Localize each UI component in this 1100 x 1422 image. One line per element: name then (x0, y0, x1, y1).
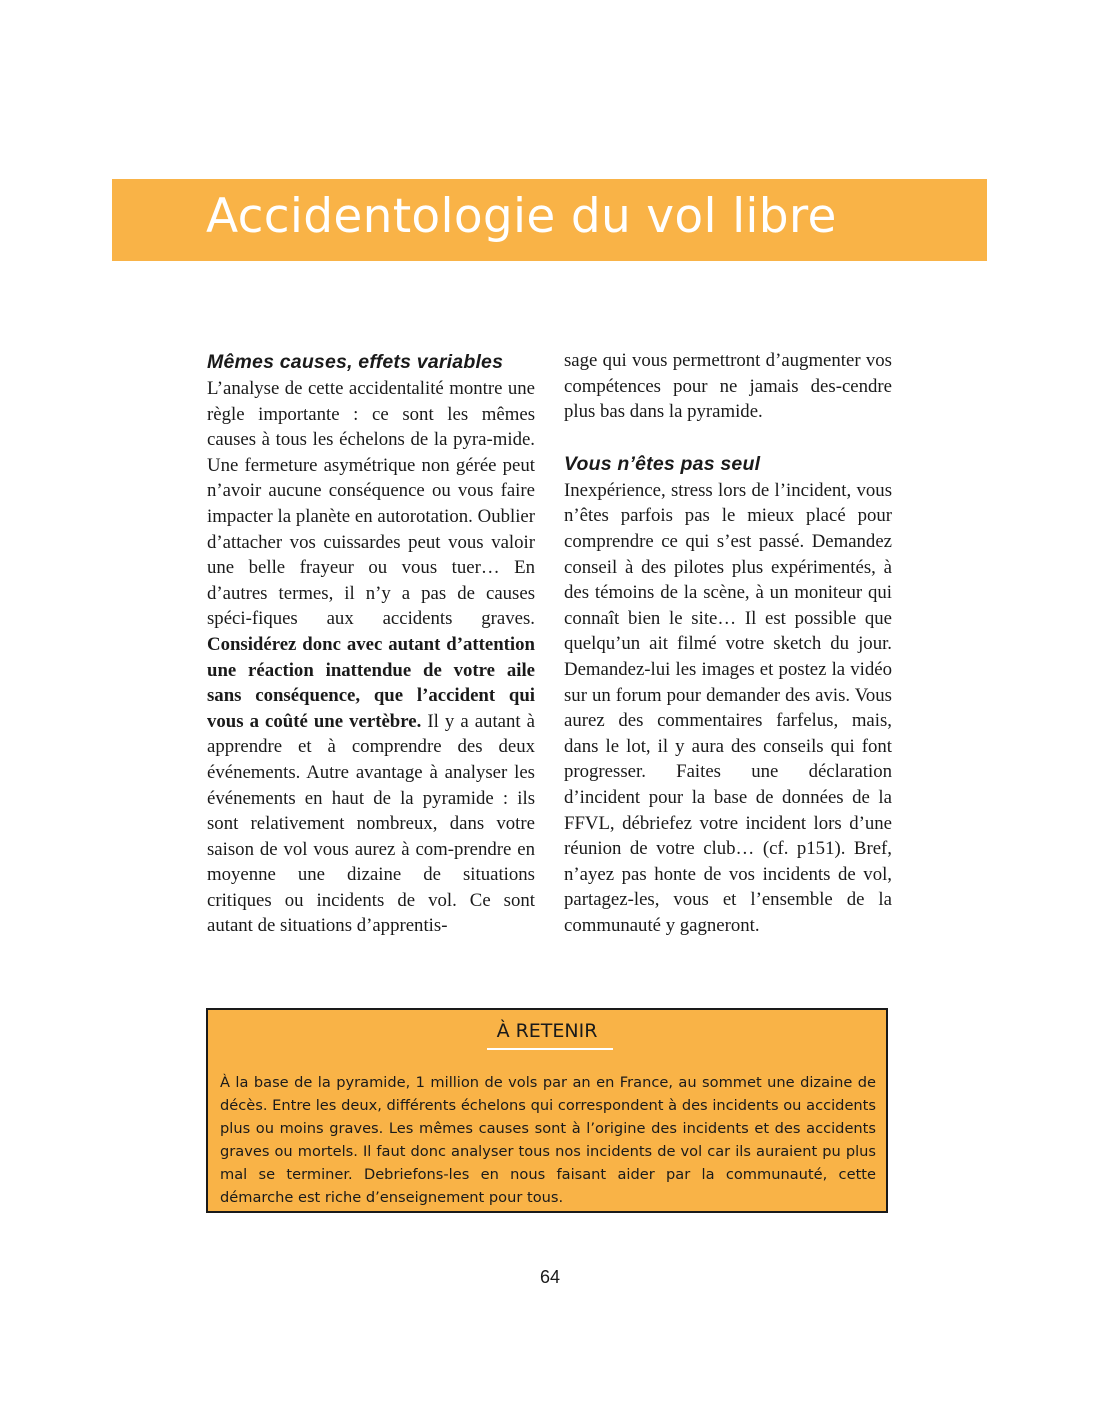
retenir-box (206, 1008, 888, 1213)
section-heading-causes: Mêmes causes, effets variables (207, 351, 504, 373)
retenir-text: À la base de la pyramide, 1 million de vols par an en France, au sommet une dizaine de décès. Entre les deux, différents échelons qui correspondent à des incidents ou accidents plus ou moins graves. Les mêmes causes sont à l’origine des incidents et des accidents graves ou mortels. Il faut donc analyser tous nos incidents de vol car ils auraient pu plus mal se terminer. Debriefons-les en nous faisant aider par la communauté, cette démarche est riche d’enseignement pour tous. (220, 1074, 876, 1206)
paragraph-spacer (564, 425, 892, 450)
section-body-pas-seul: Inexpérience, stress lors de l’incident, vous n’êtes parfois pas le mieux placé pour comprendre ce qui s’est passé. Demandez conseil à des pilotes plus expérimentés, à des témoins de la scène, à un moniteur qui connaît bien le site… Il est possible que quelqu’un ait filmé votre sketch du jour. Demandez-lui les images et postez la vidéo sur un forum pour demander des avis. Vous aurez des commentaires farfelus, mais, dans le lot, il y aura des conseils qui font progresser. Faites une déclaration d’incident pour la base de données de la FFVL, débriefez votre incident lors d’une réunion de votre club… (cf. p151). Bref, n’ayez pas honte de vos incidents de vol, partagez-les, vous et l’ensemble de la communauté y gagneront. (564, 479, 892, 936)
left-column (207, 348, 535, 939)
page-title: Accidentologie du vol libre (206, 189, 837, 244)
page-number: 64 (539, 1267, 561, 1287)
retenir-underline (487, 1048, 613, 1050)
body-text-emphasis: Considérez donc avec autant d’attention une réaction inattendue de votre aile sans conséquence, que l’accident qui vous a coûté une vertèbre. (207, 633, 535, 732)
section-body-causes (207, 376, 535, 939)
section-heading-pas-seul: Vous n’êtes pas seul (564, 452, 761, 475)
title-banner (112, 179, 987, 261)
section-body-continuation: sage qui vous permettront d’augmenter vos compétences pour ne jamais des-cendre plus bas dans la pyramide. (564, 350, 892, 423)
body-text-part2: Il y a autant à apprendre et à comprendre des deux événements. Autre avantage à analyser les événements en haut de la pyramide : ils sont relativement nombreux, dans votre saison de vol vous aurez à com-prendre en moyenne une dizaine de situations critiques ou incidents de vol. Ce sont autant de situations d’apprentis- (207, 710, 535, 937)
right-column (564, 348, 892, 938)
body-text-part1: L’analyse de cette accidentalité montre une règle importante : ce sont les mêmes causes à tous les échelons de la pyra-mide. Une fermeture asymétrique non gérée peut n’avoir aucune conséquence ou vous faire impacter la planète en autorotation. Oublier d’attacher vos cuissardes peut vous valoir une belle frayeur ou vous tuer… En d’autres termes, il n’y a pas de causes spéci-fiques aux accidents graves. (207, 378, 535, 630)
retenir-title: À RETENIR (496, 1020, 598, 1042)
